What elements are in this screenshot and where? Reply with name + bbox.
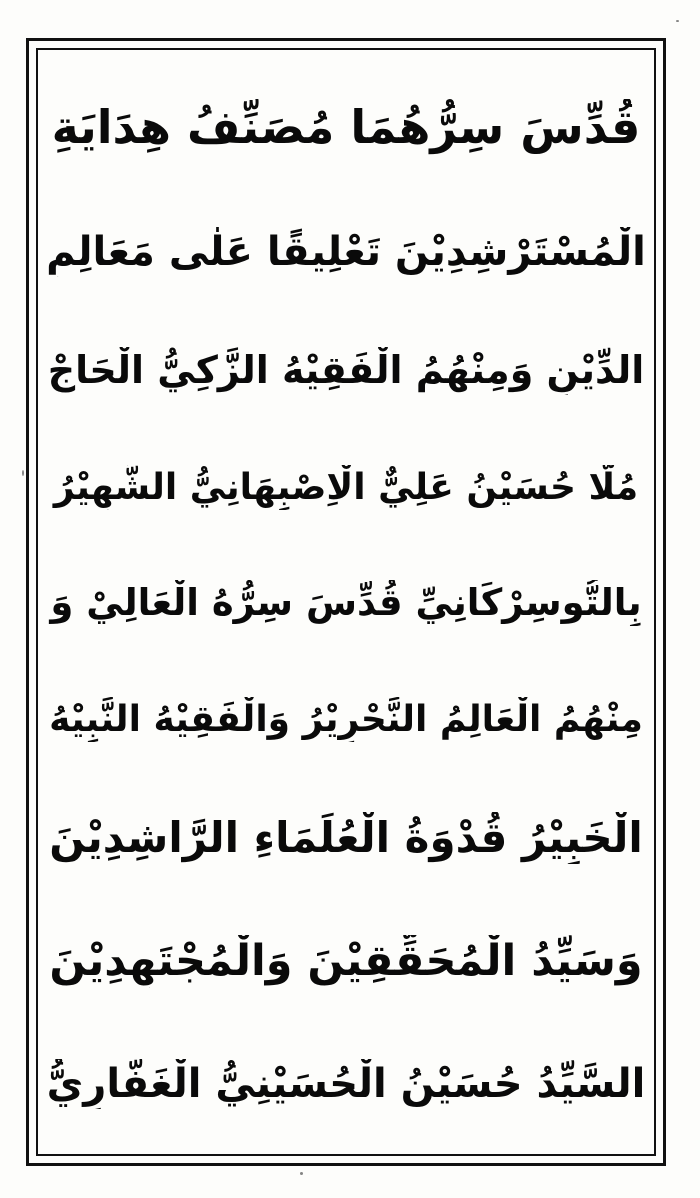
text-line-3: الدِّيْنِ وَمِنْهُمُ الْفَقِيْهُ الزَّكِيُّ الْحَاجْ [47,348,645,393]
text-line-4: مُلَّا حُسَيْنُ عَلِيٌّ الْاِصْبِهَانِيُّ الشَّهِيْرُ [53,466,639,508]
ink-speck [22,470,24,476]
text-line-6: مِنْهُمُ الْعَالِمُ النَّحْرِيْرُ وَالْفَقِيْهُ النَّبِيْهُ [49,698,643,740]
ink-speck [300,1172,303,1175]
ink-speck [676,20,679,22]
text-line-2: الْمُسْتَرْشِدِيْنَ تَعْلِيقًا عَلٰى مَعَالِمِ [46,228,646,275]
text-block [36,48,656,1156]
text-line-9: السَّيِّدُ حُسَيْنُ الْحُسَيْنِيُّ الْغَفَّارِيُّ [46,1060,646,1107]
text-line-1: قُدِّسَ سِرُّهُمَا مُصَنِّفُ هِدَايَةِ [51,100,641,155]
text-line-7: الْخَبِيْرُ قُدْوَةُ الْعُلَمَاءِ الرَّاشِدِيْنَ [49,812,643,862]
text-line-8: وَسَيِّدُ الْمُحَقِّقِيْنَ وَالْمُجْتَهِدِيْنَ [49,935,643,986]
text-line-5: بِالتُّوسِرْكَانِيِّ قُدِّسَ سِرُّهُ الْعَالِيْ وَ [50,581,642,625]
